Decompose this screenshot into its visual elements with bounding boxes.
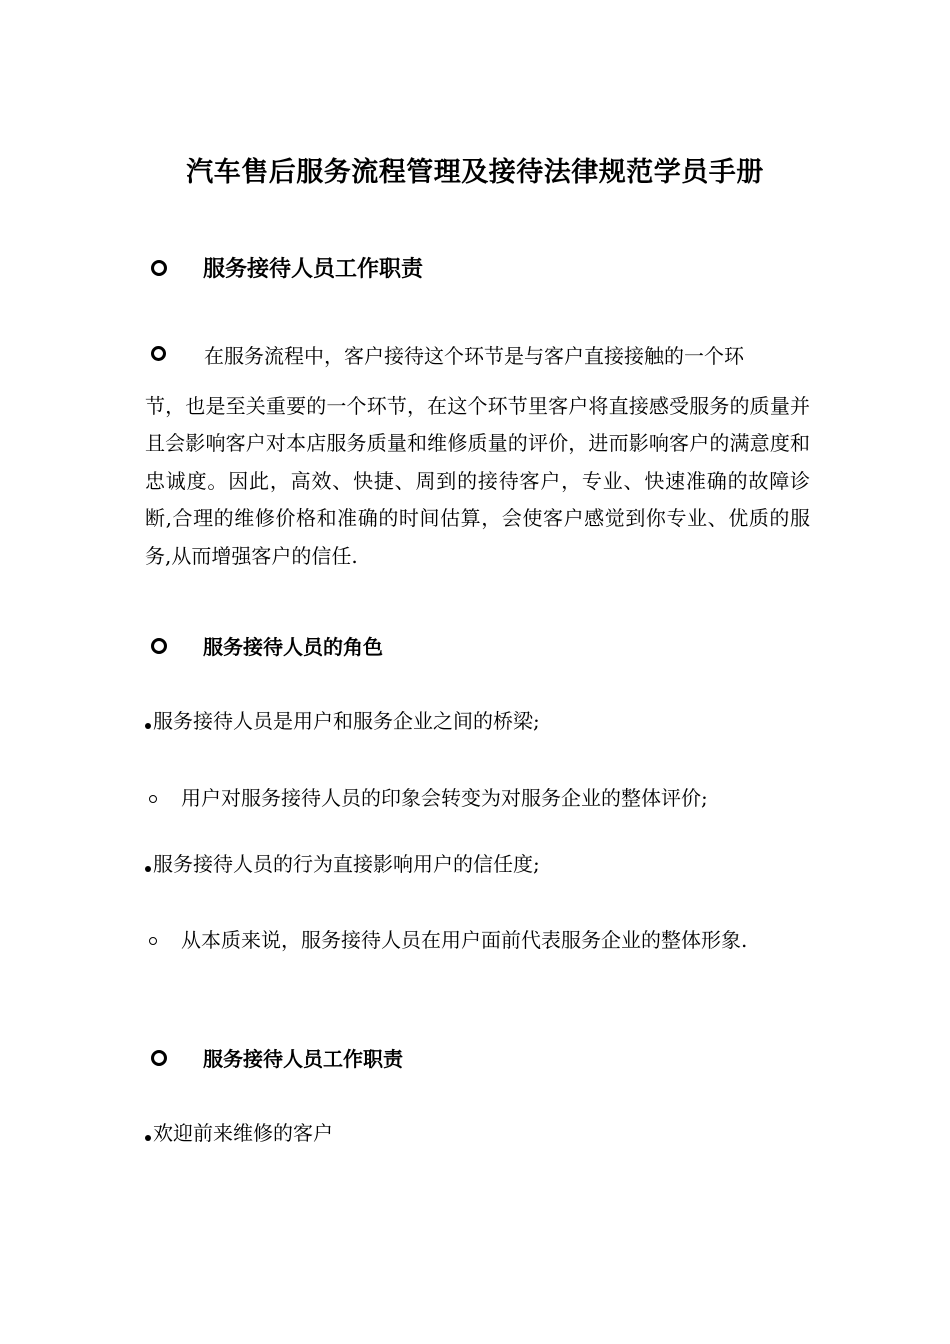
list-item-text: 从本质来说，服务接待人员在用户面前代表服务企业的整体形象. — [181, 928, 748, 952]
section-heading-duties-2 — [145, 1043, 403, 1072]
list-item — [145, 846, 810, 882]
document-title: 汽车售后服务流程管理及接待法律规范学员手册 — [186, 157, 764, 188]
list-item-text: 欢迎前来维修的客户 — [153, 1121, 333, 1145]
section-heading-duties — [145, 252, 423, 283]
intro-paragraph — [145, 338, 810, 575]
ring-bullet-icon — [151, 1050, 167, 1066]
ring-bullet-icon — [151, 260, 167, 276]
paragraph-first-line — [145, 338, 810, 376]
section-heading-text: 服务接待人员工作职责 — [203, 256, 424, 282]
paragraph-first-line-text: 在服务流程中，客户接待这个环节是与客户直接接触的一个环 — [204, 344, 744, 368]
section-heading-text: 服务接待人员工作职责 — [203, 1047, 403, 1071]
list-item — [145, 922, 810, 958]
dot-bullet-icon — [145, 723, 151, 729]
list-item-text: 服务接待人员是用户和服务企业之间的桥梁; — [153, 709, 540, 733]
ring-bullet-icon — [151, 346, 166, 361]
list-item-text: 用户对服务接待人员的印象会转变为对服务企业的整体评价; — [181, 786, 708, 810]
list-item — [145, 780, 810, 816]
section-heading-role — [145, 631, 383, 660]
dot-bullet-icon — [145, 1135, 151, 1141]
paragraph-body-text: 节，也是至关重要的一个环节，在这个环节里客户将直接感受服务的质量并且会影响客户对本店服务质量和维修质量的评价，进而影响客户的满意度和忠诚度。因此，高效、快捷、周到的接待客户，专业、快速准确的故障诊断,合理的维修价格和准确的时间估算，会使客户感觉到你专业、优质的服务,从而增强客户的信任. — [145, 393, 810, 568]
ring-bullet-icon — [149, 795, 157, 803]
list-item — [145, 1115, 810, 1151]
ring-bullet-icon — [151, 638, 167, 654]
section-heading-text: 服务接待人员的角色 — [203, 635, 383, 659]
list-item — [145, 703, 810, 739]
ring-bullet-icon — [149, 937, 157, 945]
list-item-text: 服务接待人员的行为直接影响用户的信任度; — [153, 852, 540, 876]
dot-bullet-icon — [145, 866, 151, 872]
